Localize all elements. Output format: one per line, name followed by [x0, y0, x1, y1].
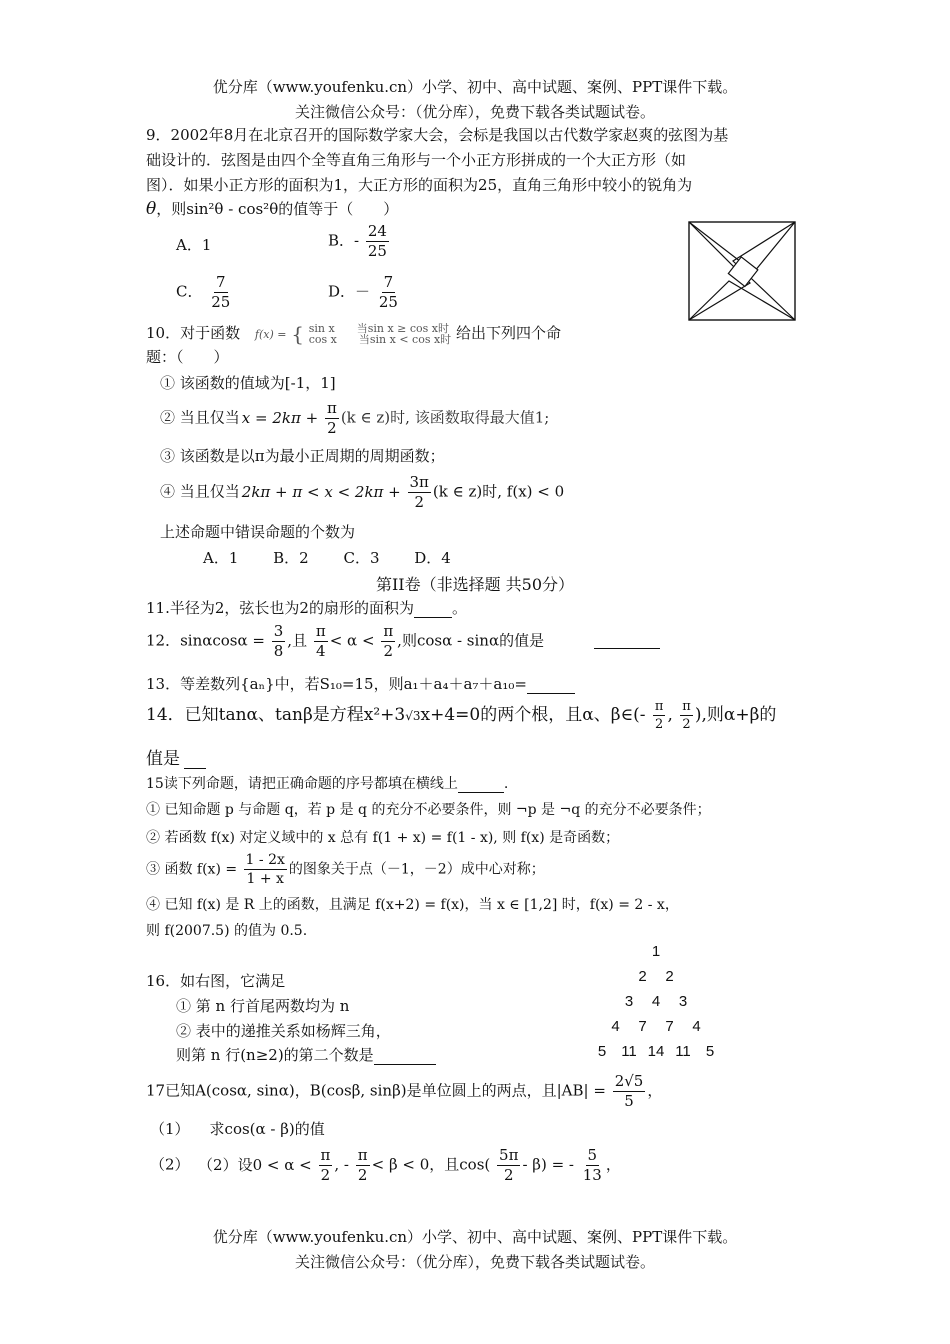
q10-statement-1: ① 该函数的值域为[-1，1]: [160, 374, 336, 392]
triangle-cell: 1: [651, 943, 661, 960]
q11: 11.半径为2，弦长也为2的扇形的面积为 。: [146, 599, 467, 617]
q15-statement-4: ④ 已知 f(x) 是 R 上的函数，且满足 f(x+2) = f(x)，当 x ∈ [1,2] 时，f(x) = 2 - x，: [146, 897, 679, 913]
q14-answer-blank[interactable]: [184, 768, 206, 769]
q9-option-b: [328, 224, 391, 259]
q15-statement-1: ① 已知命题 p 与命题 q，若 p 是 q 的充分不必要条件，则 ¬p 是 ¬q 的充分不必要条件；: [146, 802, 711, 818]
triangle-cell: 3: [624, 993, 634, 1010]
triangle-cell: 5: [597, 1043, 607, 1060]
q15-answer-blank[interactable]: [458, 792, 504, 793]
q10-intro: 10．对于函数: [146, 324, 241, 342]
triangle-cell: 4: [611, 1018, 620, 1035]
triangle-cell: 3: [678, 993, 688, 1010]
header-line2: 关注微信公众号：（优分库），免费下载各类试题试卷。: [294, 103, 655, 121]
q9-option-d: [328, 275, 402, 310]
q16-condition-1: ① 第 n 行首尾两数均为 n: [176, 997, 350, 1015]
q16-intro: 16．如右图，它满足: [146, 972, 286, 990]
q9-line4: [146, 198, 398, 219]
q9-option-d-fraction: $\frac{7}{25}$: [378, 273, 398, 311]
triangle-cell: 4: [692, 1018, 701, 1035]
chord-diagram-figure: [688, 221, 796, 321]
footer-line2: 关注微信公众号：（优分库），免费下载各类试题试卷。: [294, 1253, 655, 1271]
q16-condition-2: ② 表中的递推关系如杨辉三角，: [176, 1022, 391, 1040]
q12-answer-blank[interactable]: [594, 630, 660, 649]
q10-piecewise-cases: sin x 当sin x ≥ cos x时 cos x 当sin x < cos x时: [308, 322, 452, 346]
q10-line2: 题：（ ）: [146, 348, 229, 366]
q9-option-b-fraction: $\frac{24}{25}$: [367, 222, 387, 260]
q10-piecewise-brace: {: [291, 322, 304, 346]
q10-line1: [146, 322, 561, 346]
q16-condition-3: 则第 n 行(n≥2)的第二个数是: [176, 1044, 436, 1065]
theta-symbol: θ: [146, 199, 157, 219]
q15-statement-4-line2: 则 f(2007.5) 的值为 0.5.: [146, 923, 308, 939]
q13-answer-blank[interactable]: [527, 693, 575, 694]
q10-function-name: f(x) =: [254, 327, 287, 341]
q17-part-1: （1） 求cos(α - β)的值: [150, 1120, 325, 1138]
q17-line1: 17已知A(cosα, sinα)，B(cosβ, sinβ)是单位圆上的两点，且|AB| = $\frac{2√5}{5}$ ，: [146, 1072, 663, 1110]
triangle-cell: 5: [705, 1043, 715, 1060]
triangle-cell: 11: [621, 1043, 637, 1060]
q9-option-a: A．1: [176, 236, 212, 254]
q9-line3: 图）．如果小正方形的面积为1，大正方形的面积为25，直角三角形中较小的锐角为: [146, 176, 693, 194]
q14-line2: 值是: [146, 744, 206, 769]
q9-line1: 9．2002年8月在北京召开的国际数学家大会，会标是我国以古代数学家赵爽的弦图为基: [146, 126, 729, 144]
q15-statement-2: ② 若函数 f(x) 对定义域中的 x 总有 f(1 + x) = f(1 - x), 则 f(x) 是奇函数；: [146, 830, 620, 846]
footer-line1: 优分库（www.youfenku.cn）小学、初中、高中试题、案例、PPT课件下载。: [212, 1228, 738, 1246]
triangle-cell: 7: [665, 1018, 674, 1035]
q10-statement-4: ④ 当且仅当 2kπ + π < x < 2kπ + $\frac{3\pi}{2}$ (k ∈ z)时, f(x) < 0: [160, 473, 565, 511]
q10-options: A．1 B．2 C．3 D．4: [203, 549, 451, 567]
q16-answer-blank[interactable]: [374, 1064, 436, 1065]
q9-line4-text: ，则sin²θ - cos²θ的值等于（ ）: [156, 200, 399, 218]
triangle-cell: 11: [675, 1043, 691, 1060]
q17-part-2: （2） （2）设0 < α < $\frac{\pi}{2}$ , - $\frac{\pi}{2}$ < β < 0，且cos( $\frac{5\pi}{2}$ - β) = - $\frac{5}{13}$ ，: [150, 1146, 621, 1184]
q10-question: 上述命题中错误命题的个数为: [160, 523, 356, 541]
q9-option-c-fraction: $\frac{7}{25}$: [211, 273, 231, 311]
q13: 13．等差数列{aₙ}中，若S₁₀=15，则a₁＋a₄＋a₇＋a₁₀=: [146, 673, 575, 694]
triangle-cell: 7: [638, 1018, 647, 1035]
q9-line2: 础设计的．弦图是由四个全等直角三角形与一个小正方形拼成的一个大正方形（如: [146, 151, 687, 169]
triangle-cell: 2: [665, 968, 674, 985]
triangle-cell: 14: [647, 1043, 665, 1060]
q10-statement-3: ③ 该函数是以π为最小正周期的周期函数；: [160, 447, 445, 465]
q9-option-b-label: B．-: [328, 231, 360, 250]
q9-option-c: [176, 275, 234, 310]
triangle-line-bottom: [689, 281, 795, 320]
q9-option-c-label: C．: [176, 282, 203, 301]
q14-line1: 14．已知tanα、tanβ是方程x²+3√3x+4=0的两个根，且α、β∈(- $\frac{\pi}{2}$ , $\frac{\pi}{2}$ ),则α+β的: [146, 699, 777, 732]
q9-option-d-label: D．－: [328, 282, 371, 301]
q10-statement-2: ② 当且仅当 x = 2kπ + $\frac{\pi}{2}$ (k ∈ z)时, 该函数取得最大值1;: [160, 399, 550, 437]
q10-tail: 给出下列四个命: [455, 324, 561, 342]
header-line1: 优分库（www.youfenku.cn）小学、初中、高中试题、案例、PPT课件下载。: [212, 78, 738, 96]
q11-answer-blank[interactable]: [414, 617, 452, 618]
q12: 12．sinαcosα = $\frac{3}{8}$ ,且 $\frac{\pi}{4}$ < α < $\frac{\pi}{2}$ ,则cosα - sinα的值是: [146, 622, 545, 660]
triangle-cell: 2: [638, 968, 647, 985]
q15-statement-3: ③ 函数 f(x) = $\frac{1 - 2x}{1 + x}$ 的图象关于点（－1，－2）成中心对称；: [146, 852, 545, 887]
section-heading: 第II卷（非选择题 共50分）: [375, 575, 575, 594]
q15-intro: 15读下列命题，请把正确命题的序号都填在横线上 .: [146, 776, 509, 792]
triangle-cell: 4: [651, 993, 661, 1010]
